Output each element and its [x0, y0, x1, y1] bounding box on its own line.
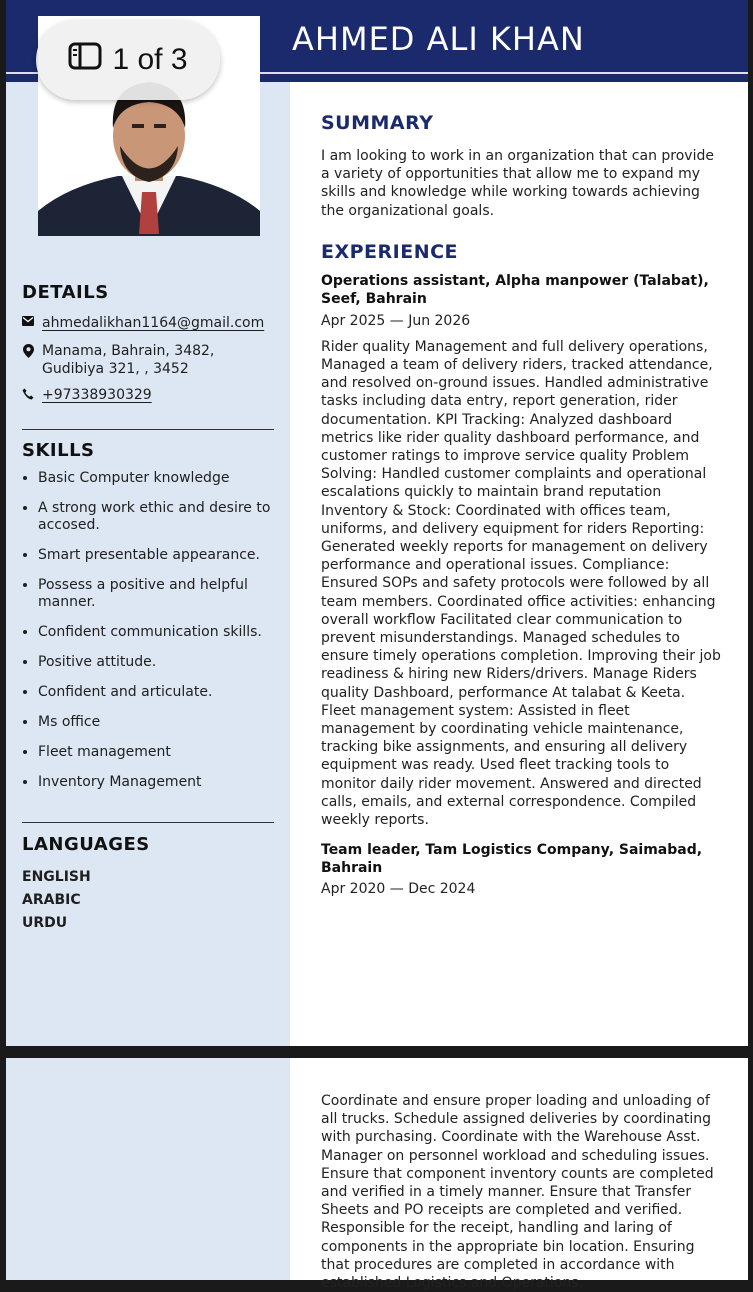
email-link[interactable]: ahmedalikhan1164@gmail.com [42, 315, 265, 331]
job-description: Rider quality Management and full delivery operations, Managed a team of delivery riders, tracked attendance, and resolved on-ground issues. Handled administrative tasks including data entry, report generation, rider documentation. KPI Tracking: Analyzed dashboard metrics like rider quality dashboard performance, and customer ratings to improve service quality Problem Solving: Handled customer complaints and operational escalations quickly to maintain brand reputation Inventory & Stock: Coordinated with offices team, uniforms, and delivery equipment for riders Reporting: Generated weekly reports for management on delivery performance and operational issues. Compliance: Ensured SOPs and safety protocols were followed by all team members. Coordinated office activities: enhancing overall workflow Facilitated clear communication to prevent misunderstandings. Managed schedules to ensure timely operations completion. Improving their job readiness & hiring new Riders/drivers. Manage Riders quality Dashboard, performance At talabat & Keeta. Fleet management system: Assisted in fleet management by coordinating vehicle maintenance, tracking bike assignments, and ensuring all delivery equipment was ready. Used fleet tracking tools to monitor daily rider movement. Answered and directed calls, emails, and external correspondence. Compiled weekly reports. [321, 338, 721, 829]
summary-text: I am looking to work in an organization that can provide a variety of opportunities that allow me to expand my skills and knowledge while working towards achieving the organizational goals. [321, 148, 714, 219]
page-counter-pill[interactable] [36, 20, 220, 100]
skills-divider [22, 822, 274, 823]
details-heading: DETAILS [22, 282, 109, 303]
job-dates: Apr 2020 — Dec 2024 [321, 881, 476, 898]
job-title: Operations assistant, Alpha manpower (Talabat), Seef, Bahrain [321, 272, 709, 307]
skill-item: • Smart presentable appearance. [38, 547, 288, 564]
skill-item: • Fleet management [38, 744, 288, 761]
candidate-name: AHMED ALI KHAN [292, 20, 585, 58]
languages-heading: LANGUAGES [22, 834, 150, 855]
language-item: ENGLISH [22, 869, 91, 885]
language-item: ARABIC [22, 892, 81, 908]
address-text: Manama, Bahrain, 3482, Gudibiya 321, , 3452 [42, 343, 215, 377]
job-entry [321, 272, 721, 829]
details-divider [22, 429, 274, 430]
skill-item: • Inventory Management [38, 774, 288, 791]
skill-item: • Positive attitude. [38, 654, 288, 671]
main-column-continued [321, 1092, 721, 1292]
mail-icon [22, 314, 34, 332]
resume-page-1 [6, 0, 748, 1046]
skill-item: • A strong work ethic and desire to accosed. [38, 500, 288, 534]
job-title: Team leader, Tam Logistics Company, Saimabad, Bahrain [321, 842, 703, 877]
email-row[interactable] [22, 314, 272, 332]
skill-item: • Possess a positive and helpful manner. [38, 577, 288, 611]
skill-item: • Confident and articulate. [38, 684, 288, 701]
skill-item: • Ms office [38, 714, 288, 731]
skill-item: • Confident communication skills. [38, 624, 288, 641]
page-panel-icon [68, 42, 102, 78]
experience-heading: EXPERIENCE [321, 240, 459, 263]
job-entry [321, 841, 721, 897]
phone-link[interactable]: +97338930329 [42, 387, 152, 403]
address-row [22, 342, 272, 378]
resume-page-2 [6, 1058, 748, 1292]
skill-item: • Basic Computer knowledge [38, 470, 288, 487]
summary-heading: SUMMARY [321, 112, 434, 134]
job-description-continued: Coordinate and ensure proper loading and unloading of all trucks. Schedule assigned deliveries by coordinating with purchasing. Coordinate with the Warehouse Asst. Manager on personnel workload and scheduling issues. Ensure that component inventory counts are completed and verified in a timely manner. Ensure that Transfer Sheets and PO receipts are completed and verified. Responsible for the receipt, handling and laring of components in the appropriate bin location. Ensuring that procedures are completed in accordance with established Logistics and Operations. [321, 1093, 714, 1292]
sidebar [6, 1058, 290, 1280]
phone-row[interactable] [22, 386, 272, 404]
location-pin-icon [22, 342, 34, 378]
job-dates: Apr 2025 — Jun 2026 [321, 312, 471, 329]
main-column [321, 112, 721, 897]
skills-list [20, 470, 288, 804]
phone-icon [22, 386, 34, 404]
page-counter-label: 1 of 3 [112, 43, 188, 76]
skills-heading: SKILLS [22, 440, 95, 461]
language-item: URDU [22, 915, 68, 931]
languages-list [22, 866, 91, 935]
